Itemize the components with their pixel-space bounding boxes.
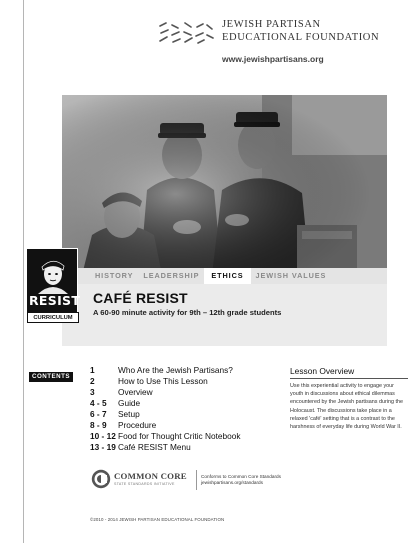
common-core-name: COMMON CORE [114, 471, 187, 481]
toc-page-number: 10 - 12 [90, 431, 116, 441]
toc-item-title: Guide [118, 398, 141, 408]
toc-item[interactable] [90, 365, 275, 376]
overview-title: Lesson Overview [290, 366, 408, 379]
hero-photo [62, 95, 387, 275]
standards-link[interactable]: jewishpartisans.org/standards [201, 480, 264, 485]
website-link[interactable]: www.jewishpartisans.org [222, 54, 324, 64]
category-jewish-values: JEWISH VALUES [255, 271, 327, 280]
lesson-title: CAFÉ RESIST [93, 290, 188, 306]
toc-item-title: Procedure [118, 420, 157, 430]
conformance-line: Conforms to Common Core Standards [201, 474, 281, 479]
toc-item-title: Food for Thought Critic Notebook [118, 431, 241, 441]
copyright: ©2010 - 2014 JEWISH PARTISAN EDUCATIONAL FOUNDATION [90, 517, 225, 522]
toc-item-title: Café RESIST Menu [118, 442, 191, 452]
toc-item-title: How to Use This Lesson [118, 376, 208, 386]
toc-page-number: 2 [90, 376, 95, 386]
toc-item[interactable] [90, 409, 275, 420]
foundation-logo-icon [158, 22, 214, 44]
category-leadership: LEADERSHIP [143, 271, 200, 280]
toc-page-number: 3 [90, 387, 95, 397]
resist-curriculum-badge [26, 248, 81, 322]
toc-item[interactable] [90, 420, 275, 431]
toc-page-number: 4 - 5 [90, 398, 107, 408]
contents-label: CONTENTS [29, 372, 73, 382]
common-core-logo-icon [91, 469, 111, 489]
overview-text: Use this experiential activity to engage your youth in discussions about ethical dilemmas encountered by the Jewish partisans during the Holocaust. The discussions take place in a relaxed 'café' setting that is a contrast to the harshness of everyday life during World War II. [290, 383, 403, 431]
toc-page-number: 6 - 7 [90, 409, 107, 419]
category-bar [62, 268, 387, 284]
foundation-name-line2: EDUCATIONAL FOUNDATION [222, 31, 380, 43]
common-core-tagline: STATE STANDARDS INITIATIVE [114, 482, 175, 486]
toc-page-number: 1 [90, 365, 95, 375]
toc-item[interactable] [90, 431, 275, 442]
margin-rule [23, 0, 24, 543]
toc-item-title: Overview [118, 387, 153, 397]
title-block [62, 284, 387, 346]
common-core-conformance [201, 474, 281, 486]
badge-word: RESIST [29, 293, 81, 308]
toc-item[interactable] [90, 376, 275, 387]
foundation-name-line1: JEWISH PARTISAN [222, 19, 321, 30]
partisan-portrait-icon [32, 252, 74, 294]
badge-subtitle: CURRICULUM [27, 312, 79, 323]
toc-item[interactable] [90, 442, 275, 453]
foundation-name [222, 19, 379, 44]
lesson-overview [290, 366, 408, 431]
toc-item-title: Setup [118, 409, 140, 419]
toc-item-title: Who Are the Jewish Partisans? [118, 365, 233, 375]
toc-item[interactable] [90, 387, 275, 398]
toc-page-number: 8 - 9 [90, 420, 107, 430]
toc-item[interactable] [90, 398, 275, 409]
lesson-subtitle: A 60-90 minute activity for 9th – 12th grade students [93, 308, 282, 317]
common-core-divider [196, 470, 197, 490]
category-history: HISTORY [95, 271, 134, 280]
category-ethics-active: ETHICS [204, 268, 250, 284]
toc-page-number: 13 - 19 [90, 442, 116, 452]
table-of-contents [90, 365, 275, 453]
